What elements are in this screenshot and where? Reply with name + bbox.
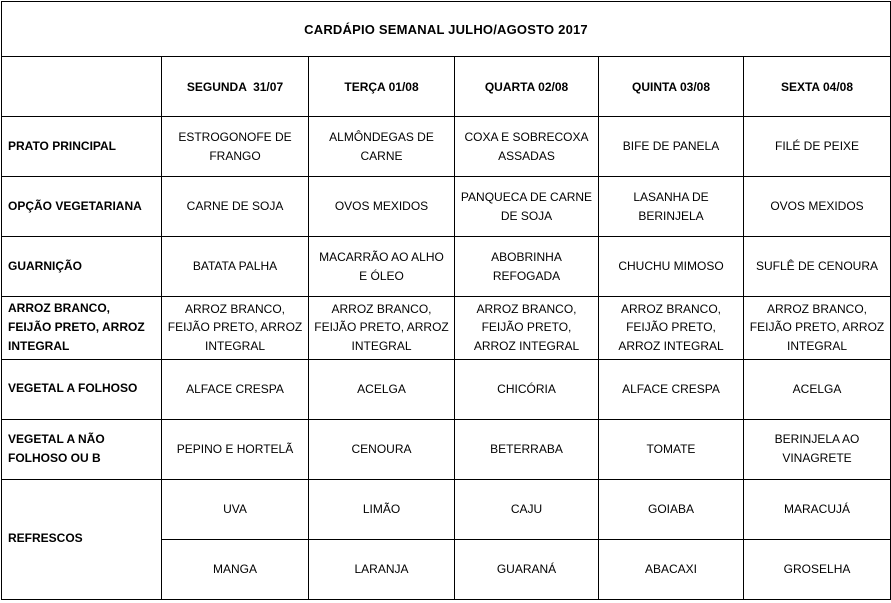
table-row-vegetal-folhoso: [2, 359, 891, 419]
row-label-arroz-feijao: ARROZ BRANCO, FEIJÃO PRETO, ARROZ INTEGRAL: [2, 297, 162, 360]
menu-cell: ABACAXI: [599, 539, 744, 599]
menu-cell: MACARRÃO AO ALHO E ÓLEO: [309, 237, 455, 297]
row-label-opcao-vegetariana: OPÇÃO VEGETARIANA: [2, 177, 162, 237]
menu-cell: FILÉ DE PEIXE: [744, 117, 891, 177]
menu-cell: COXA E SOBRECOXA ASSADAS: [455, 117, 599, 177]
table-row-refrescos-1: [2, 479, 891, 539]
table-row-vegetal-nao-folhoso: [2, 419, 891, 479]
menu-cell: MANGA: [162, 539, 309, 599]
menu-cell: ACELGA: [309, 359, 455, 419]
menu-cell: LASANHA DE BERINJELA: [599, 177, 744, 237]
table-row-arroz-feijao: [2, 297, 891, 360]
menu-cell: CHICÓRIA: [455, 359, 599, 419]
menu-cell: ARROZ BRANCO, FEIJÃO PRETO, ARROZ INTEGRAL: [455, 297, 599, 360]
menu-cell: ARROZ BRANCO, FEIJÃO PRETO, ARROZ INTEGRAL: [162, 297, 309, 360]
row-label-refrescos: REFRESCOS: [2, 479, 162, 599]
corner-cell: [2, 57, 162, 117]
menu-cell: OVOS MEXIDOS: [744, 177, 891, 237]
header-quarta: QUARTA 02/08: [455, 57, 599, 117]
table-row-prato-principal: [2, 117, 891, 177]
row-label-vegetal-folhoso: VEGETAL A FOLHOSO: [2, 359, 162, 419]
menu-cell: LIMÃO: [309, 479, 455, 539]
title-row: [2, 2, 891, 57]
menu-cell: ARROZ BRANCO, FEIJÃO PRETO, ARROZ INTEGRAL: [599, 297, 744, 360]
menu-cell: MARACUJÁ: [744, 479, 891, 539]
menu-cell: SUFLÊ DE CENOURA: [744, 237, 891, 297]
menu-cell: CHUCHU MIMOSO: [599, 237, 744, 297]
menu-cell: ACELGA: [744, 359, 891, 419]
menu-cell: PEPINO E HORTELÃ: [162, 419, 309, 479]
menu-cell: BETERRABA: [455, 419, 599, 479]
table-row-opcao-vegetariana: [2, 177, 891, 237]
menu-cell: ARROZ BRANCO, FEIJÃO PRETO, ARROZ INTEGRAL: [309, 297, 455, 360]
menu-cell: PANQUECA DE CARNE DE SOJA: [455, 177, 599, 237]
menu-cell: BIFE DE PANELA: [599, 117, 744, 177]
menu-cell: GROSELHA: [744, 539, 891, 599]
row-label-vegetal-nao-folhoso: VEGETAL A NÃO FOLHOSO OU B: [2, 419, 162, 479]
row-label-guarnicao: GUARNIÇÃO: [2, 237, 162, 297]
menu-cell: ALMÔNDEGAS DE CARNE: [309, 117, 455, 177]
header-row: [2, 57, 891, 117]
menu-cell: UVA: [162, 479, 309, 539]
row-label-prato-principal: PRATO PRINCIPAL: [2, 117, 162, 177]
menu-cell: OVOS MEXIDOS: [309, 177, 455, 237]
menu-cell: TOMATE: [599, 419, 744, 479]
table-row-guarnicao: [2, 237, 891, 297]
menu-cell: ARROZ BRANCO, FEIJÃO PRETO, ARROZ INTEGRAL: [744, 297, 891, 360]
menu-cell: ALFACE CRESPA: [599, 359, 744, 419]
menu-cell: ABOBRINHA REFOGADA: [455, 237, 599, 297]
page-title: CARDÁPIO SEMANAL JULHO/AGOSTO 2017: [2, 2, 891, 57]
header-sexta: SEXTA 04/08: [744, 57, 891, 117]
menu-cell: CARNE DE SOJA: [162, 177, 309, 237]
menu-cell: GOIABA: [599, 479, 744, 539]
weekly-menu-table: [1, 1, 891, 600]
menu-cell: BATATA PALHA: [162, 237, 309, 297]
header-quinta: QUINTA 03/08: [599, 57, 744, 117]
menu-cell: GUARANÁ: [455, 539, 599, 599]
menu-cell: ALFACE CRESPA: [162, 359, 309, 419]
menu-cell: CAJU: [455, 479, 599, 539]
menu-cell: LARANJA: [309, 539, 455, 599]
menu-cell: ESTROGONOFE DE FRANGO: [162, 117, 309, 177]
header-segunda: SEGUNDA 31/07: [162, 57, 309, 117]
menu-cell: CENOURA: [309, 419, 455, 479]
menu-cell: BERINJELA AO VINAGRETE: [744, 419, 891, 479]
header-terca: TERÇA 01/08: [309, 57, 455, 117]
